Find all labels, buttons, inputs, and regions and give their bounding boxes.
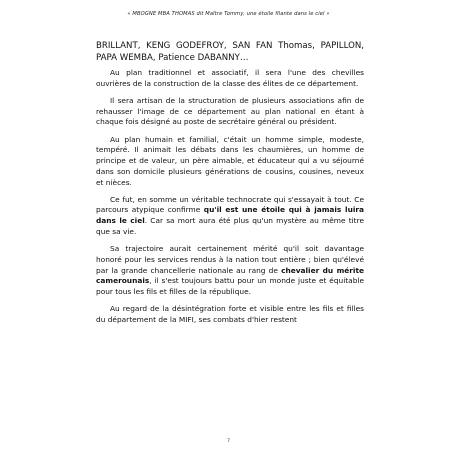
- running-header: « MBOGNE MBA THOMAS dit Maître Tommy, une étoile filante dans le ciel »: [127, 11, 330, 17]
- text-run: Il sera artisan de la structuration de plusieurs associations afin de rehausser l'image de ce département au plan national en étant à chaque fois désigné au poste de secrétaire général ou président.: [96, 95, 364, 127]
- text-run: Au plan traditionnel et associatif, il sera l'une des chevilles ouvrières de la construction de la classe des élites de ce département.: [96, 68, 364, 88]
- text-run: , il s'est toujours battu pour un monde juste et équitable pour tous les fils et filles de la république.: [96, 276, 364, 297]
- paragraph: [96, 135, 364, 189]
- text-run: Au regard de la désintégration forte et visible entre les fils et filles du département de la MIFI, ses combats d'hier restent: [96, 304, 364, 324]
- text-run: Ce fut, en somme un véritable technocrate qui s'essayait à tout. Ce parcours atypique confirme: [96, 194, 364, 215]
- bold-text-run: qu'il est une étoile qui à jamais luira dans le ciel: [96, 205, 365, 226]
- bold-text-run: chevalier du mérite camerounais: [96, 265, 364, 286]
- paragraph: [96, 304, 364, 326]
- paragraph: [96, 195, 364, 238]
- text-run: Au plan humain et familial, c'était un homme simple, modeste, tempéré. Il animait les débats dans les chaumières, un homme de principe et de valeur, un père aimable, et éducateur qui a vu séjourné dans son domicile plusieurs générations de cousins, cousines, neveux et nièces.: [96, 134, 364, 187]
- paragraph: [96, 68, 364, 90]
- paragraph: [96, 96, 364, 128]
- page-number: 7: [227, 439, 230, 444]
- text-run: . Car sa mort aura été plus qu'un mystère au même titre que sa vie.: [96, 216, 364, 236]
- paragraph: [96, 40, 364, 64]
- body-text: [96, 40, 364, 332]
- paragraph: [96, 244, 364, 298]
- text-run: Sa trajectoire aurait certainement mérité qu'il soit davantage honoré pour les services rendus à la nation tout entière ; bien qu'élevé par la grande chancellerie nationale au rang de: [96, 244, 364, 275]
- text-run: BRILLANT, KENG GODEFROY, SAN FAN Thomas, PAPILLON, PAPA WEMBA, Patience DABANNY…: [96, 41, 364, 63]
